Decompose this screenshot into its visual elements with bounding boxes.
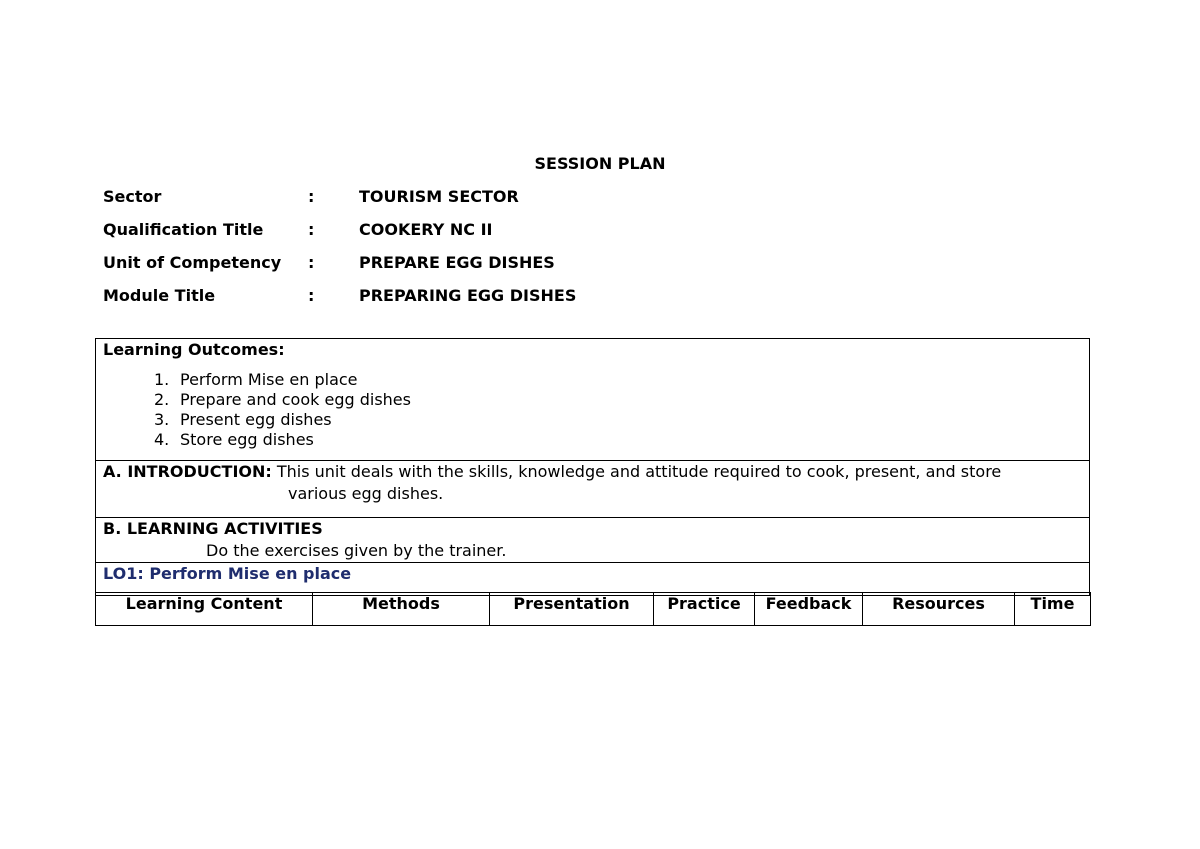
list-item <box>103 410 1082 430</box>
list-item <box>103 430 1082 450</box>
column-header-presentation: Presentation <box>490 593 654 626</box>
introduction-label: A. INTRODUCTION: <box>103 462 272 481</box>
meta-colon: : <box>308 220 315 239</box>
learning-outcomes-cell <box>96 339 1090 461</box>
learning-activities-row <box>96 518 1090 563</box>
list-text: Prepare and cook egg dishes <box>180 390 411 409</box>
learning-activities-text: Do the exercises given by the trainer. <box>206 541 507 560</box>
list-number: 4. <box>154 430 170 449</box>
learning-activities-cell <box>96 518 1090 563</box>
meta-value: COOKERY NC II <box>359 220 493 239</box>
column-header-time: Time <box>1015 593 1091 626</box>
learning-outcomes-list <box>103 370 1082 450</box>
list-number: 2. <box>154 390 170 409</box>
meta-value: PREPARE EGG DISHES <box>359 253 555 272</box>
list-text: Perform Mise en place <box>180 370 358 389</box>
lo1-row <box>96 563 1090 596</box>
list-item <box>103 390 1082 410</box>
meta-colon: : <box>308 286 315 305</box>
column-header-methods: Methods <box>313 593 490 626</box>
document-title: SESSION PLAN <box>534 154 666 173</box>
lo1-heading: LO1: Perform Mise en place <box>96 563 1090 596</box>
learning-outcomes-row <box>96 339 1090 461</box>
list-text: Store egg dishes <box>180 430 314 449</box>
list-text: Present egg dishes <box>180 410 332 429</box>
learning-content-table <box>95 592 1091 626</box>
meta-colon: : <box>308 253 315 272</box>
learning-activities-label: B. LEARNING ACTIVITIES <box>103 519 323 538</box>
session-plan-table <box>95 338 1090 596</box>
list-item <box>103 370 1082 390</box>
column-header-practice: Practice <box>654 593 755 626</box>
column-header-resources: Resources <box>863 593 1015 626</box>
list-number: 1. <box>154 370 170 389</box>
introduction-row <box>96 461 1090 518</box>
column-header-feedback: Feedback <box>755 593 863 626</box>
list-number: 3. <box>154 410 170 429</box>
introduction-text: This unit deals with the skills, knowledge and attitude required to cook, present, and store <box>271 462 1002 481</box>
meta-label: Qualification Title <box>103 220 264 239</box>
meta-value: TOURISM SECTOR <box>359 187 519 206</box>
meta-label: Sector <box>103 187 162 206</box>
meta-label: Module Title <box>103 286 216 305</box>
meta-colon: : <box>308 187 315 206</box>
table-header-row <box>96 593 1091 626</box>
meta-value: PREPARING EGG DISHES <box>359 286 577 305</box>
column-header-learning-content: Learning Content <box>96 593 313 626</box>
learning-outcomes-heading: Learning Outcomes: <box>103 340 285 359</box>
introduction-text-continued: various egg dishes. <box>288 484 444 503</box>
introduction-cell <box>96 461 1090 518</box>
meta-label: Unit of Competency <box>103 253 282 272</box>
